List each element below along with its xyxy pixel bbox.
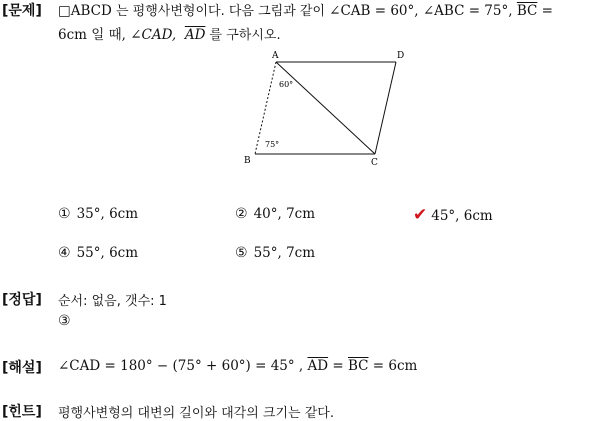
- problem-tag: [문제]: [2, 3, 42, 19]
- bc-segment: $\overline{BC}$: [516, 3, 538, 19]
- answer-line-1: 순서: 없음, 갯수: 1: [58, 294, 167, 309]
- angle-b-label: 75°: [265, 140, 280, 149]
- choice-5-text: 55°, 7cm: [253, 245, 316, 261]
- explanation-bc: $\overline{BC}$: [347, 358, 369, 374]
- problem-line-2: [58, 23, 281, 43]
- choice-2-number: ②: [235, 206, 248, 222]
- explanation-ad: $\overline{AD}$: [307, 358, 329, 374]
- choice-5[interactable]: [235, 245, 315, 261]
- side-dc: [375, 62, 396, 154]
- abcd-label: ABCD: [70, 3, 112, 19]
- choice-1-number: ①: [58, 206, 71, 222]
- choice-2-text: 40°, 7cm: [253, 206, 316, 222]
- answer-tag: [정답]: [2, 292, 42, 308]
- vertex-c-label: C: [371, 158, 378, 168]
- problem-line-1: [58, 0, 553, 19]
- parallelogram-figure: [238, 44, 418, 169]
- problem-eq-end: =: [537, 3, 553, 19]
- problem-value: 6cm 일 때,: [58, 27, 131, 43]
- angle-a-label: 60°: [279, 80, 294, 89]
- problem-text-1: 는 평행사변형이다. 다음 그림과 같이: [111, 4, 330, 19]
- explanation-part-2: = 6cm: [368, 358, 418, 374]
- vertex-a-label: A: [272, 51, 279, 61]
- problem-tail: 를 구하시오.: [205, 28, 281, 43]
- square-symbol: □: [58, 3, 71, 19]
- explanation-tag: [해설]: [2, 360, 42, 376]
- check-mark-icon: ✔: [413, 205, 428, 225]
- choice-3[interactable]: [413, 205, 493, 225]
- hint-tag: [힌트]: [2, 404, 42, 420]
- problem-angles: ∠CAB = 60°, ∠ABC = 75°,: [329, 3, 517, 19]
- choice-4-number: ④: [58, 245, 71, 261]
- explanation-line: [58, 358, 417, 374]
- answer-line-2: ③: [58, 313, 71, 329]
- diagonal-ac: [276, 62, 375, 154]
- choice-1[interactable]: [58, 206, 138, 222]
- choice-1-text: 35°, 6cm: [76, 206, 139, 222]
- cad-angle: ∠CAD,: [130, 27, 177, 43]
- vertex-d-label: D: [397, 51, 405, 61]
- ad-segment: $\overline{AD}$: [184, 27, 206, 43]
- choice-5-number: ⑤: [235, 245, 248, 261]
- choice-4[interactable]: [58, 245, 138, 261]
- hint-text: 평행사변형의 대변의 길이와 대각의 크기는 같다.: [58, 406, 334, 421]
- choice-4-text: 55°, 6cm: [76, 245, 139, 261]
- explanation-eq: =: [328, 358, 348, 374]
- choice-3-text: 45°, 6cm: [431, 208, 493, 224]
- vertex-b-label: B: [244, 156, 251, 166]
- choice-2[interactable]: [235, 206, 315, 222]
- explanation-part-1: ∠CAD = 180° − (75° + 60°) = 45° ,: [58, 358, 308, 374]
